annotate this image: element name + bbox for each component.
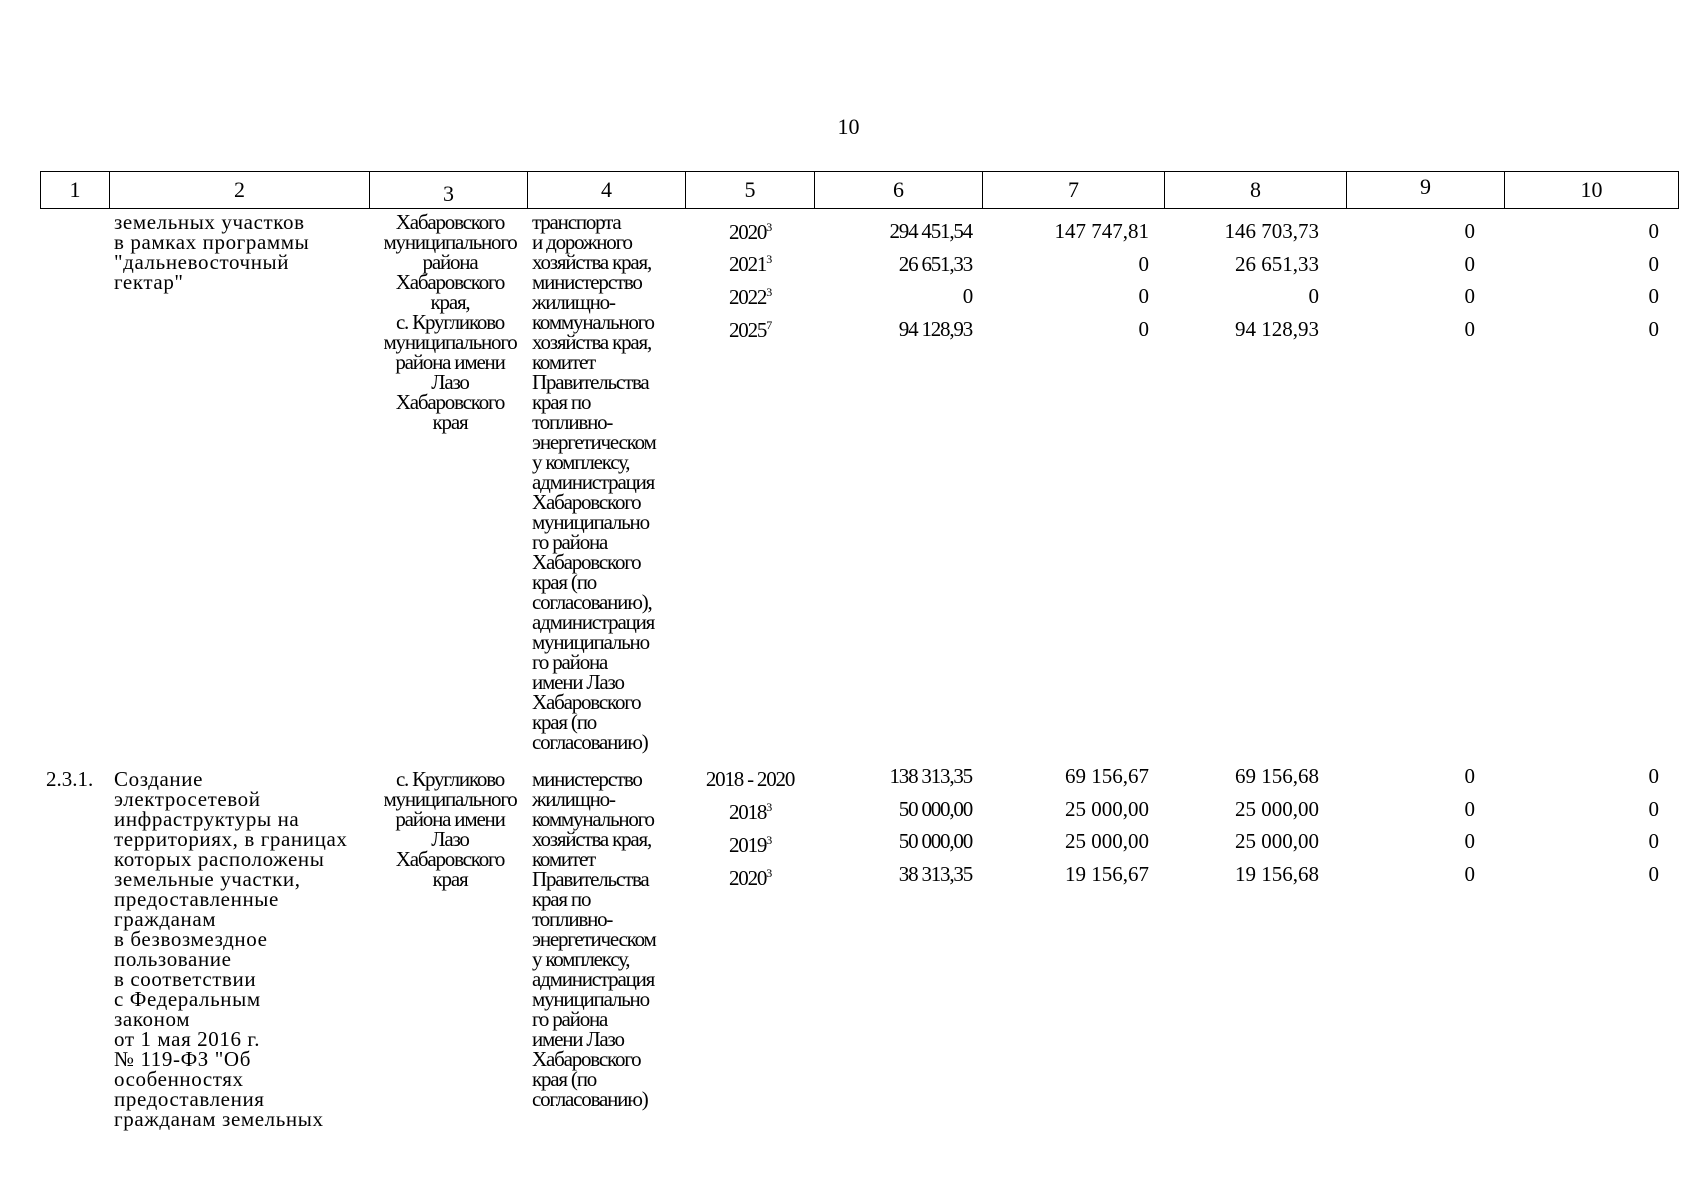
regional-cell: 69 156,68 bbox=[1235, 764, 1319, 788]
regional-cell: 0 bbox=[1308, 284, 1319, 308]
other-cell: 0 bbox=[1648, 797, 1659, 821]
total-cell: 26 651,33 bbox=[898, 252, 972, 276]
local-cell: 0 bbox=[1464, 764, 1475, 788]
executor-cell: транспорта и дорожного хозяйства края, министерство жилищно- коммунального хозяйства края, комитет Правительства края по топливно- энергетическом у комплексу, администрация Хабаровского муниципально го района Хабаровского края (по согласованию), администрация муниципально го района имени Лазо Хабаровского края (по согласованию) bbox=[532, 210, 656, 754]
year-cell: 2025$^7$ bbox=[728, 318, 771, 342]
local-cell: 0 bbox=[1464, 797, 1475, 821]
year-cell: 2020$^3$ bbox=[728, 220, 771, 244]
header-cell: 3 bbox=[369, 171, 528, 209]
federal-cell: 19 156,67 bbox=[1065, 862, 1149, 886]
total-cell: 294 451,54 bbox=[889, 219, 972, 243]
total-cell: 94 128,93 bbox=[898, 317, 972, 341]
federal-cell: 25 000,00 bbox=[1065, 829, 1149, 853]
local-cell: 0 bbox=[1464, 284, 1475, 308]
year-cell: 2021$^3$ bbox=[728, 252, 771, 276]
header-cell: 10 bbox=[1504, 171, 1679, 209]
federal-cell: 69 156,67 bbox=[1065, 764, 1149, 788]
other-cell: 0 bbox=[1648, 829, 1659, 853]
total-cell: 50 000,00 bbox=[898, 829, 972, 853]
other-cell: 0 bbox=[1648, 862, 1659, 886]
regional-cell: 25 000,00 bbox=[1235, 797, 1319, 821]
total-cell: 0 bbox=[962, 284, 972, 308]
local-cell: 0 bbox=[1464, 252, 1475, 276]
year-cell: 2019$^3$ bbox=[728, 833, 771, 857]
row-number: 2.3.1. bbox=[46, 767, 94, 791]
year-cell: 2022$^3$ bbox=[728, 285, 771, 309]
regional-cell: 26 651,33 bbox=[1235, 252, 1319, 276]
federal-cell: 0 bbox=[1138, 317, 1149, 341]
local-cell: 0 bbox=[1464, 829, 1475, 853]
local-cell: 0 bbox=[1464, 317, 1475, 341]
federal-cell: 147 747,81 bbox=[1054, 219, 1149, 243]
header-cell: 7 bbox=[982, 171, 1165, 209]
regional-cell: 25 000,00 bbox=[1235, 829, 1319, 853]
other-cell: 0 bbox=[1648, 317, 1659, 341]
federal-cell: 25 000,00 bbox=[1065, 797, 1149, 821]
local-cell: 0 bbox=[1464, 862, 1475, 886]
year-cell: 2020$^3$ bbox=[728, 866, 771, 890]
other-cell: 0 bbox=[1648, 764, 1659, 788]
header-cell: 4 bbox=[527, 171, 686, 209]
header-cell: 2 bbox=[109, 171, 370, 209]
location-cell: Хабаровского муниципального района Хабаровского края, с. Кругликово муниципального района имени Лазо Хабаровского края bbox=[383, 210, 517, 434]
federal-cell: 0 bbox=[1138, 284, 1149, 308]
event-name-cell: земельных участков в рамках программы "дальневосточный гектар" bbox=[114, 210, 310, 294]
federal-cell: 0 bbox=[1138, 252, 1149, 276]
total-cell: 50 000,00 bbox=[898, 797, 972, 821]
event-name-cell: Создание электросетевой инфраструктуры на территориях, в границах которых расположены земельные участки, предоставленные гражданам в безвозмездное пользование в соответствии с Федеральным законом от 1 мая 2016 г. № 119-ФЗ "Об особенностях предоставления гражданам земельных bbox=[114, 767, 348, 1131]
header-cell: 8 bbox=[1164, 171, 1347, 209]
regional-cell: 19 156,68 bbox=[1235, 862, 1319, 886]
year-cell: 2018 - 2020 bbox=[705, 767, 795, 791]
total-cell: 38 313,35 bbox=[898, 862, 972, 886]
year-cell: 2018$^3$ bbox=[728, 800, 771, 824]
other-cell: 0 bbox=[1648, 219, 1659, 243]
local-cell: 0 bbox=[1464, 219, 1475, 243]
total-cell: 138 313,35 bbox=[889, 764, 972, 788]
header-cell: 6 bbox=[814, 171, 983, 209]
executor-cell: министерство жилищно- коммунального хозяйства края, комитет Правительства края по топливно- энергетическом у комплексу, администрация муниципально го района имени Лазо Хабаровского края (по согласованию) bbox=[532, 767, 656, 1111]
page-number: 10 bbox=[837, 114, 860, 139]
regional-cell: 146 703,73 bbox=[1224, 219, 1319, 243]
header-cell: 9 bbox=[1346, 171, 1505, 209]
location-cell: с. Кругликово муниципального района имени Лазо Хабаровского края bbox=[383, 767, 517, 891]
header-cell: 1 bbox=[40, 171, 110, 209]
regional-cell: 94 128,93 bbox=[1235, 317, 1319, 341]
other-cell: 0 bbox=[1648, 252, 1659, 276]
header-cell: 5 bbox=[685, 171, 815, 209]
other-cell: 0 bbox=[1648, 284, 1659, 308]
